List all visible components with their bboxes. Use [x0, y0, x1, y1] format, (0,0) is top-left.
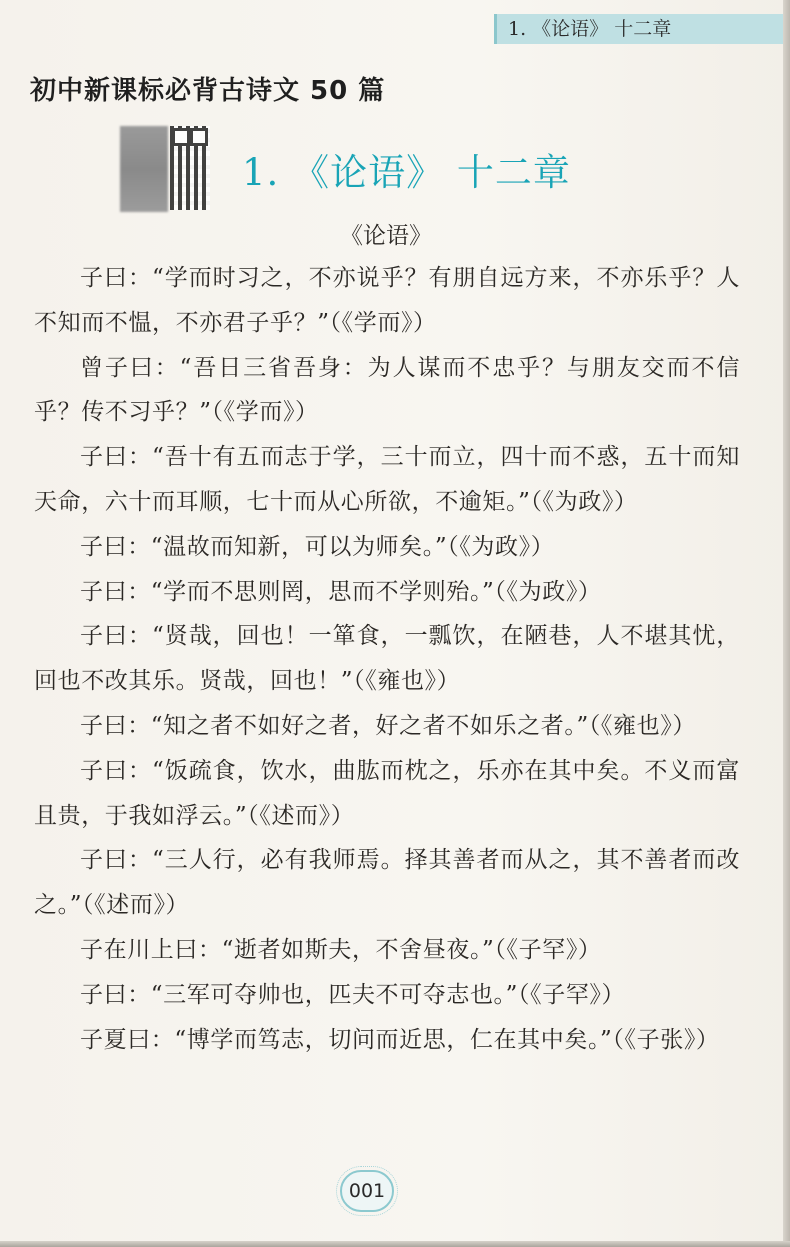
paragraph: 子曰：“学而时习之，不亦说乎？有朋自远方来，不亦乐乎？人不知而不愠，不亦君子乎？”（《学而》） [34, 265, 740, 336]
paragraph: 子曰：“知之者不如好之者，好之者不如乐之者。”（《雍也》） [80, 712, 696, 739]
page-number: 001 [340, 1170, 394, 1212]
body-text [34, 256, 740, 1062]
paragraph: 子在川上曰：“逝者如斯夫，不舍昼夜。”（《子罕》） [80, 936, 602, 963]
chapter-title: 1. 《论语》 十二章 [242, 151, 571, 194]
paragraph: 曾子曰：“吾日三省吾身：为人谋而不忠乎？与朋友交而不信乎？传不习乎？”（《学而》） [34, 354, 740, 426]
paragraph: 子曰：“学而不思则罔，思而不学则殆。”（《为政》） [80, 578, 602, 605]
blurred-label-image [120, 126, 168, 212]
paragraph: 子曰：“三人行，必有我师焉。择其善者而从之，其不善者而改之。”（《述而》） [34, 847, 740, 919]
qr-code-icon [170, 126, 210, 210]
header-tab-marker [494, 14, 497, 44]
page-edge-bottom [0, 1241, 790, 1247]
paragraph: 子曰：“三军可夺帅也，匹夫不可夺志也。”（《子罕》） [80, 981, 626, 1008]
running-header-text: 1. 《论语》 十二章 [508, 18, 672, 40]
qr-code-block [120, 126, 212, 212]
paragraph: 子曰：“饭疏食，饮水，曲肱而枕之，乐亦在其中矣。不义而富且贵，于我如浮云。”（《述而》） [34, 757, 740, 829]
paragraph: 子曰：“吾十有五而志于学，三十而立，四十而不惑，五十而知天命，六十而耳顺，七十而从心所欲，不逾矩。”（《为政》） [34, 444, 740, 515]
paragraph: 子曰：“贤哉，回也！一箪食，一瓢饮，在陋巷，人不堪其忧，回也不改其乐。贤哉，回也！”（《雍也》） [34, 623, 740, 695]
paragraph: 子夏曰：“博学而笃志，切问而近思，仁在其中矣。”（《子张》） [80, 1026, 720, 1053]
paragraph: 子曰：“温故而知新，可以为师矣。”（《为政》） [80, 533, 555, 560]
series-title: 初中新课标必背古诗文 50 篇 [30, 76, 386, 106]
page-edge-right [783, 0, 790, 1247]
chapter-source: 《论语》 [340, 223, 432, 249]
running-header [494, 14, 783, 44]
